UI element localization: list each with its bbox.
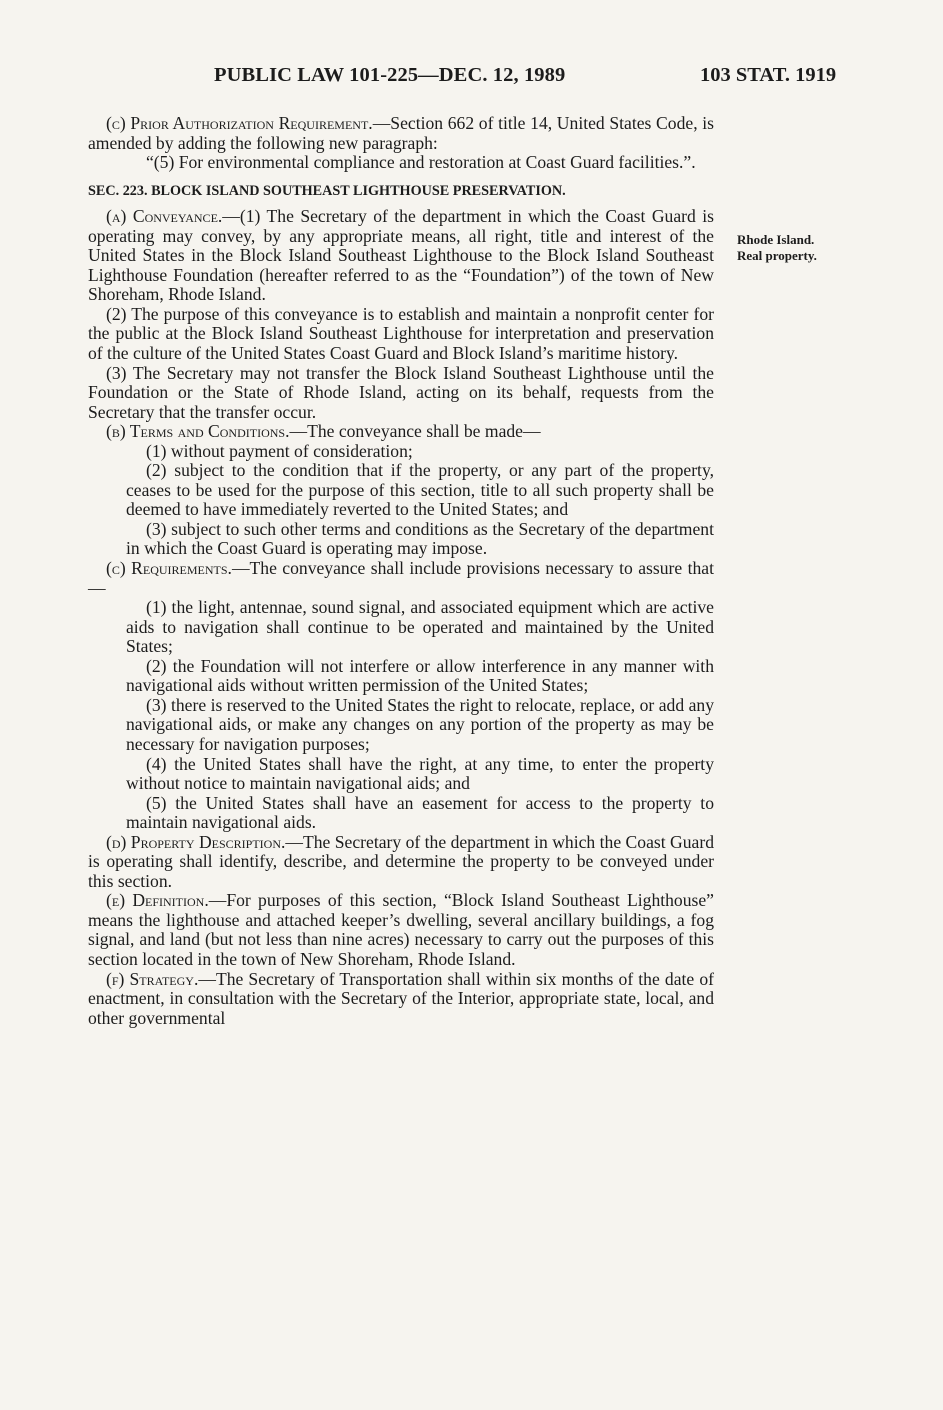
clause-c4: (4) the United States shall have the right, at any time, to enter the property without notice to maintain navigational aids; and (126, 753, 714, 794)
paragraph-text: —(1) The Secretary of the department in which the Coast Guard is operating may convey, by any appropriate means, all right, title and interest of the United States in the Block Island Southeast Lighthouse to the Block Island Southeast Lighthouse Foundation (hereafter referred to as the “Foundation”) of the town of New Shoreham, Rhode Island. (88, 206, 714, 305)
paragraph-text: —The conveyance shall be made— (289, 421, 541, 442)
body-text (88, 114, 714, 1028)
paragraph-a-conveyance (88, 207, 714, 305)
paragraph-heading: (b) Terms and Conditions. (106, 421, 290, 442)
paragraph-text: —For purposes of this section, “Block Island Southeast Lighthouse” means the lighthouse and attached keeper’s dwelling, several ancillary buildings, a fog signal, and land (but not less than nine acres) necessary to carry out the purposes of this section located in the town of New Shoreham, Rhode Island. (88, 890, 714, 969)
clause-c2: (2) the Foundation will not interfere or allow interference in any manner with navigational aids without written permission of the United States; (126, 655, 714, 696)
quoted-amendment: “(5) For environmental compliance and restoration at Coast Guard facilities.”. (146, 152, 696, 173)
paragraph-c-requirements (88, 559, 714, 598)
paragraph-d-property-description (88, 833, 714, 892)
section-heading: SEC. 223. BLOCK ISLAND SOUTHEAST LIGHTHOUSE PRESERVATION. (88, 182, 566, 199)
paragraph-b-terms (88, 422, 714, 442)
clause-b3: (3) subject to such other terms and conditions as the Secretary of the department in which the Coast Guard is operating may impose. (126, 518, 714, 559)
paragraph-e-definition (88, 891, 714, 969)
margin-note-line: Rhode Island. (737, 232, 815, 247)
clause-c1: (1) the light, antennae, sound signal, and associated equipment which are active aids to navigation shall continue to be operated and maintained by the United States; (126, 597, 714, 657)
paragraph-heading: (c) Requirements. (106, 558, 232, 579)
paragraph-heading: (d) Property Description. (106, 831, 286, 852)
clause-b1: (1) without payment of consideration; (146, 440, 413, 461)
paragraph-text: —The Secretary of the department in which the Coast Guard is operating shall identify, describe, and determine the property to be conveyed under this section. (88, 831, 714, 891)
paragraph-heading: (f) Strategy. (106, 968, 199, 989)
paragraph-heading: (c) Prior Authorization Requirement. (106, 113, 373, 133)
running-head-title: PUBLIC LAW 101-225—DEC. 12, 1989 (214, 64, 566, 86)
clause-b2: (2) subject to the condition that if the property, or any part of the property, ceases to be used for the purpose of this section, title to all such property shall be deemed to have immediately reverted to the United States; and (126, 460, 714, 520)
paragraph-text: —The Secretary of Transportation shall within six months of the date of enactment, in consultation with the Secretary of the Interior, appropriate state, local, and other governmental (88, 968, 714, 1028)
paragraph-f-strategy (88, 970, 714, 1029)
margin-note (737, 232, 817, 264)
paragraph-heading: (a) Conveyance. (106, 206, 223, 227)
clause-c5: (5) the United States shall have an easement for access to the property to maintain navigational aids. (126, 792, 714, 833)
clause-c3: (3) there is reserved to the United States the right to relocate, replace, or add any navigational aids, or make any changes on any portion of the property as may be necessary for navigation purposes; (126, 694, 714, 754)
paragraph-a3: (3) The Secretary may not transfer the Block Island Southeast Lighthouse until the Foundation or the State of Rhode Island, acting on its behalf, requests from the Secretary that the transfer occur. (88, 362, 714, 422)
statute-page-number: 103 STAT. 1919 (700, 64, 837, 86)
paragraph-text: —The conveyance shall include provisions necessary to assure that— (88, 558, 714, 598)
paragraph-heading: (e) Definition. (106, 890, 209, 911)
paragraph-text: —Section 662 of title 14, United States Code, is amended by adding the following new paragraph: (88, 113, 714, 153)
paragraph-c-prior-authorization (88, 114, 714, 153)
paragraph-a2: (2) The purpose of this conveyance is to establish and maintain a nonprofit center for the public at the Block Island Southeast Lighthouse for interpretation and preservation of the culture of the United States Coast Guard and Block Island’s maritime history. (88, 303, 714, 364)
margin-note-line: Real property. (737, 248, 817, 263)
